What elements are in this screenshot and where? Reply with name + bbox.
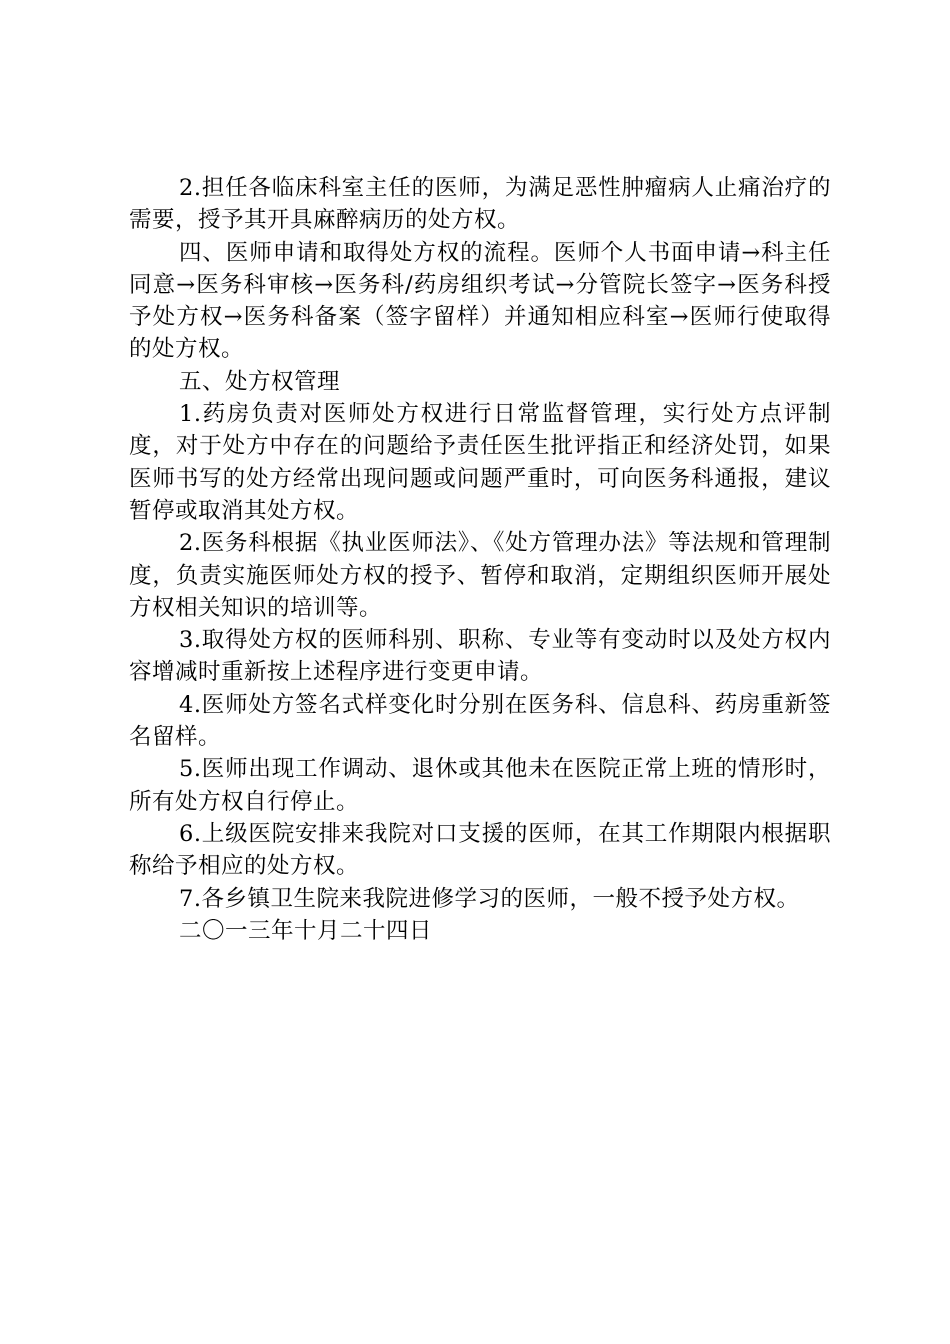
paragraph-application-process: 四、医师申请和取得处方权的流程。医师个人书面申请→科主任同意→医务科审核→医务科/药房组织考试→分管院长签字→医务科授予处方权→医务科备案（签字留样）并通知相应科室→医师行使取得的处方权。: [129, 239, 831, 363]
section-heading-management: 五、处方权管理: [179, 368, 341, 395]
document-body: [129, 172, 831, 947]
paragraph-item-6-support: 6.上级医院安排来我院对口支援的医师，在其工作期限内根据职称给予相应的处方权。: [129, 820, 831, 880]
paragraph-item-5-transfer: 5.医师出现工作调动、退休或其他未在医院正常上班的情形时，所有处方权自行停止。: [129, 756, 831, 815]
document-date: 二〇一三年十月二十四日: [179, 917, 433, 944]
paragraph-item-3-changes: 3.取得处方权的医师科别、职称、专业等有变动时以及处方权内容增减时重新按上述程序进行变更申请。: [129, 627, 831, 686]
paragraph-item-2-medical-dept: 2.医务科根据《执业医师法》、《处方管理办法》等法规和管理制度，负责实施医师处方权的授予、暂停和取消，定期组织医师开展处方权相关知识的培训等。: [129, 530, 831, 621]
paragraph-item-7-training: 7.各乡镇卫生院来我院进修学习的医师，一般不授予处方权。: [179, 885, 800, 912]
paragraph-item-2-director: 2.担任各临床科室主任的医师，为满足恶性肿瘤病人止痛治疗的需要，授予其开具麻醉病历的处方权。: [129, 175, 831, 234]
paragraph-item-1-pharmacy: 1.药房负责对医师处方权进行日常监督管理，实行处方点评制度，对于处方中存在的问题给予责任医生批评指正和经济处罚，如果医师书写的处方经常出现问题或问题严重时，可向医务科通报，建议暂停或取消其处方权。: [129, 401, 831, 524]
paragraph-item-4-signature: 4.医师处方签名式样变化时分别在医务科、信息科、药房重新签名留样。: [129, 691, 831, 751]
